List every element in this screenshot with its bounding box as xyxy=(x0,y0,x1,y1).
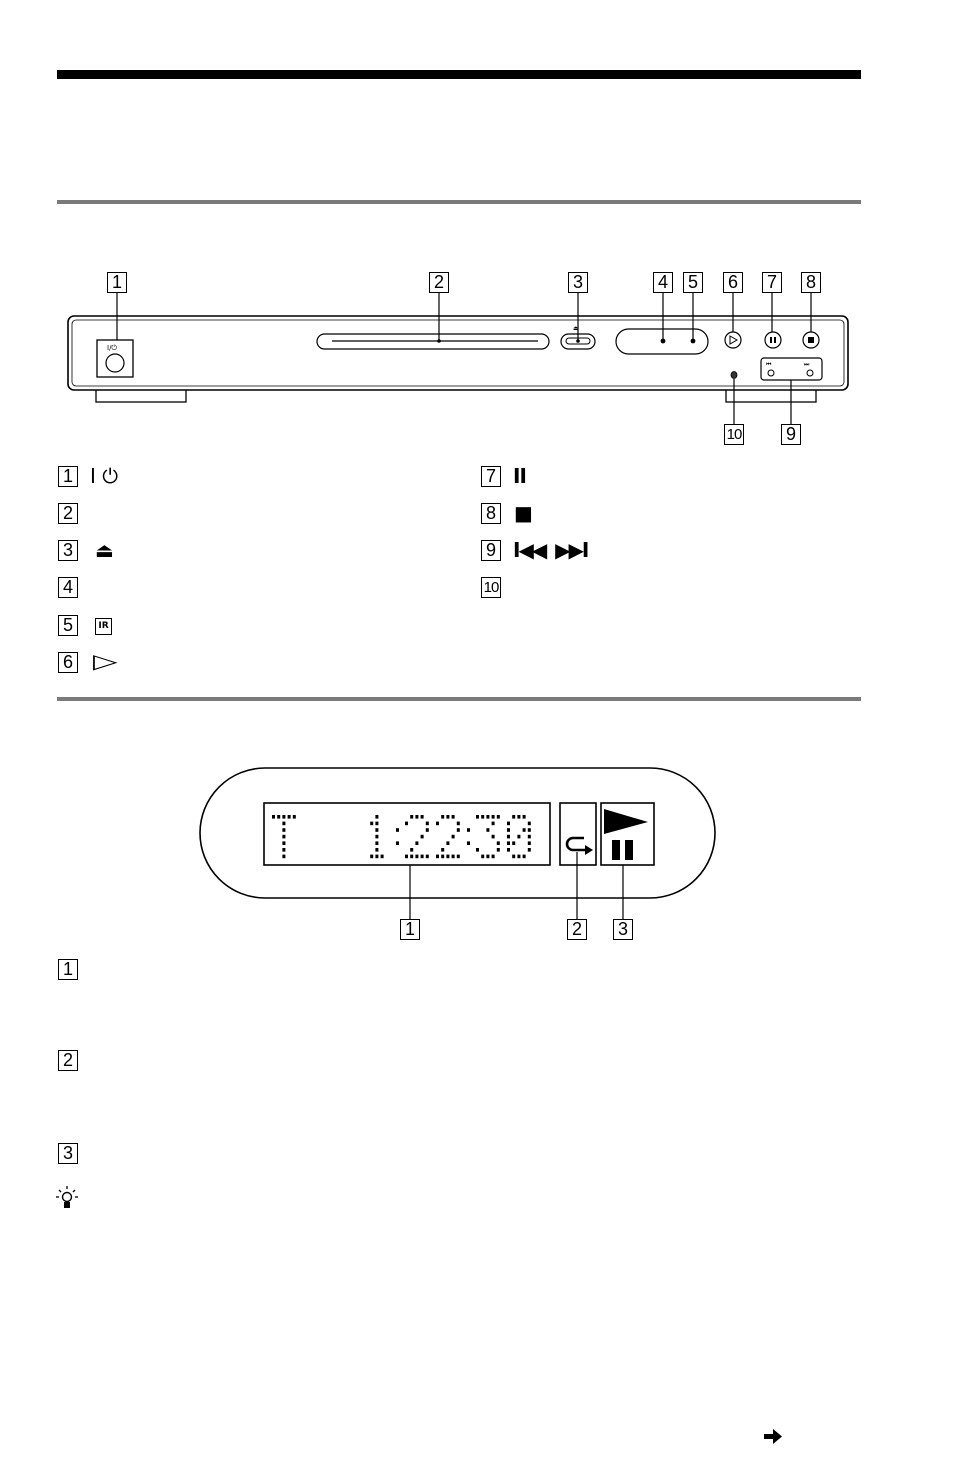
pause-icon: II xyxy=(513,464,526,488)
callout-8: 8 xyxy=(801,272,821,293)
play-icon: ▷ xyxy=(93,649,118,673)
callout-2: 2 xyxy=(429,272,449,293)
svg-text:⏭: ⏭ xyxy=(804,361,810,368)
callout-7: 7 xyxy=(762,272,782,293)
remote-sensor-icon: IR xyxy=(95,618,112,635)
legend-num-5: 5 xyxy=(58,615,78,636)
display-callout-3: 3 xyxy=(613,919,633,940)
legend-num-2: 2 xyxy=(58,503,78,524)
display-callout-2: 2 xyxy=(567,919,587,940)
callout-4: 4 xyxy=(653,272,673,293)
legend-num-3: 3 xyxy=(58,540,78,561)
legend-num-9: 9 xyxy=(481,540,501,561)
stop-icon: ■ xyxy=(514,501,533,525)
svg-text:⏏: ⏏ xyxy=(573,325,579,332)
eject-icon: ⏏ xyxy=(95,538,114,562)
power-icon: I ⏻ xyxy=(90,464,119,488)
legend-num-6: 6 xyxy=(58,652,78,673)
callout-10: 10 xyxy=(724,424,744,445)
svg-text:I/⏻: I/⏻ xyxy=(107,344,117,352)
callout-3: 3 xyxy=(568,272,588,293)
legend-num-10: 10 xyxy=(481,577,501,598)
svg-text:⏮: ⏮ xyxy=(766,361,772,368)
callout-1: 1 xyxy=(107,272,127,293)
legend-num-8: 8 xyxy=(481,503,501,524)
legend-num-1: 1 xyxy=(58,466,78,487)
prev-next-icons: I◀◀ ▶▶I xyxy=(513,538,588,562)
callout-9: 9 xyxy=(781,424,801,445)
display-callout-1: 1 xyxy=(400,919,420,940)
display-legend-num-1: 1 xyxy=(58,959,78,980)
callout-5: 5 xyxy=(683,272,703,293)
display-legend-num-3: 3 xyxy=(58,1143,78,1164)
legend-num-7: 7 xyxy=(481,466,501,487)
legend-num-4: 4 xyxy=(58,577,78,598)
callout-6: 6 xyxy=(723,272,743,293)
display-legend-num-2: 2 xyxy=(58,1050,78,1071)
